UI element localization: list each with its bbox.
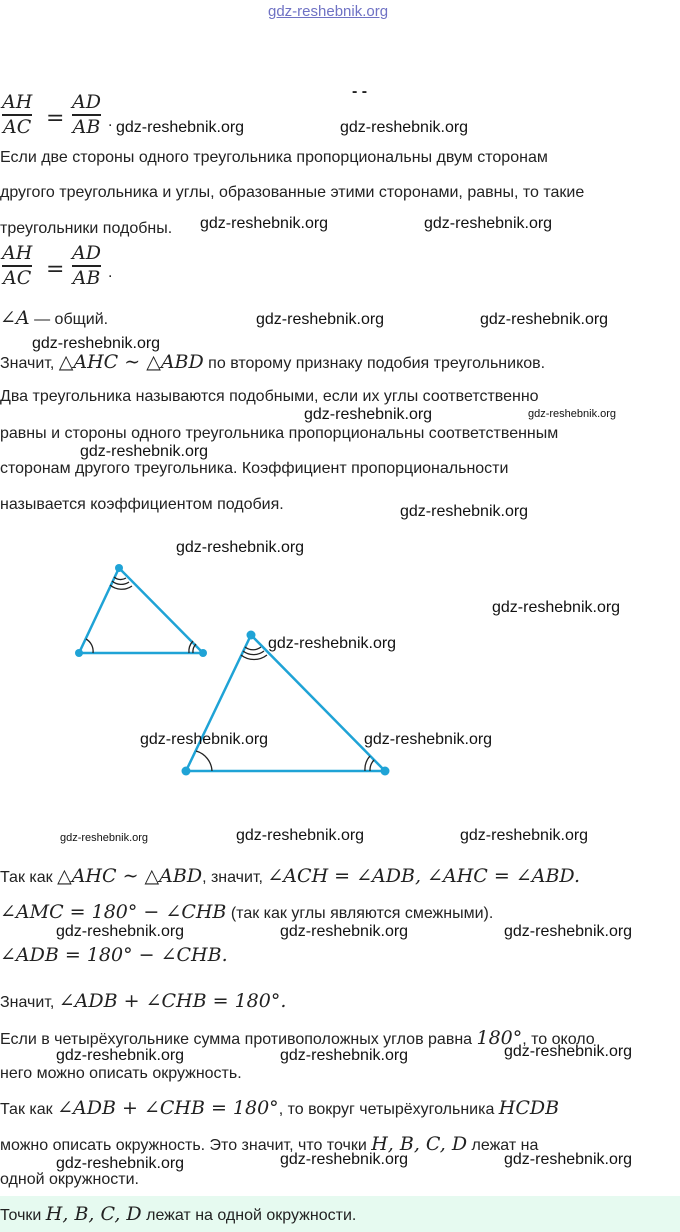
math-expression: ∠A xyxy=(0,307,30,329)
text-fragment: Точки xyxy=(0,1207,46,1224)
text-fragment: Так как xyxy=(0,1101,58,1118)
solution-line-2 xyxy=(0,902,493,924)
answer-box xyxy=(0,1196,680,1232)
paragraph-line: равны и стороны одного треугольника пропорциональны соответственным xyxy=(0,425,559,442)
text-fragment: — общий. xyxy=(29,311,109,328)
text-fragment: можно описать окружность. Это значит, что точки xyxy=(0,1137,372,1154)
text-fragment: Если в четырёхугольнике сумма противоположных углов равна xyxy=(0,1031,477,1048)
math-expression: △AHC ∼ △ABD xyxy=(57,865,203,887)
watermark: gdz-reshebnik.org xyxy=(256,311,385,328)
watermark: gdz-reshebnik.org xyxy=(140,731,269,748)
math-expression: 180° xyxy=(476,1027,523,1049)
watermark: gdz-reshebnik.org xyxy=(280,1151,409,1168)
solution-line-9: одной окружности. xyxy=(0,1171,139,1188)
watermark: gdz-reshebnik.org xyxy=(56,923,185,940)
text-fragment: (так как углы являются смежными). xyxy=(226,905,494,922)
watermark: gdz-reshebnik.org xyxy=(116,119,245,136)
math-expression: H, B, C, D xyxy=(45,1203,142,1225)
similar-triangles-figure xyxy=(0,520,680,820)
equals-sign: = xyxy=(46,106,65,131)
watermark-top[interactable]: gdz-reshebnik.org xyxy=(268,3,389,20)
text-fragment: лежат на одной окружности. xyxy=(141,1207,357,1224)
watermark: gdz-reshebnik.org xyxy=(304,406,433,423)
fraction-denominator: AC xyxy=(3,115,32,138)
watermark: gdz-reshebnik.org xyxy=(60,832,149,844)
text-fragment: , значит, xyxy=(202,869,268,886)
solution-line-6: него можно описать окружность. xyxy=(0,1065,242,1082)
equals-sign: = xyxy=(46,257,65,282)
watermark: gdz-reshebnik.org xyxy=(480,311,609,328)
fraction-numerator: AH xyxy=(2,91,33,113)
angle-a-common xyxy=(0,308,108,330)
paragraph-line: треугольники подобны. xyxy=(0,220,173,237)
large-triangle xyxy=(186,635,385,771)
watermark: gdz-reshebnik.org xyxy=(504,1043,633,1060)
text-fragment: Значит, xyxy=(0,994,59,1011)
fraction-denominator: AB xyxy=(72,266,101,289)
watermark: gdz-reshebnik.org xyxy=(528,408,617,420)
fraction-numerator: AH xyxy=(2,242,33,264)
watermark: gdz-reshebnik.org xyxy=(56,1047,185,1064)
paragraph-line: сторонам другого треугольника. Коэффициент пропорциональности xyxy=(0,460,509,477)
watermark: gdz-reshebnik.org xyxy=(460,827,589,844)
watermark: gdz-reshebnik.org xyxy=(80,443,209,460)
math-expression: ∠ADB = 180° − ∠CHB. xyxy=(0,944,228,966)
watermark: gdz-reshebnik.org xyxy=(280,923,409,940)
math-expression: ∠ACH = ∠ADB, ∠AHC = ∠ABD. xyxy=(267,865,580,887)
watermark: gdz-reshebnik.org xyxy=(32,335,161,352)
paragraph-line: называется коэффициентом подобия. xyxy=(0,496,284,513)
fraction-ah-ac xyxy=(2,243,32,289)
watermark: gdz-reshebnik.org xyxy=(492,599,621,616)
solution-line-3 xyxy=(0,945,228,967)
watermark: gdz-reshebnik.org xyxy=(340,119,469,136)
fraction-dot: . xyxy=(108,113,113,130)
math-expression: ∠AMC = 180° − ∠CHB xyxy=(0,901,227,923)
watermark: gdz-reshebnik.org xyxy=(504,1151,633,1168)
solution-line-7 xyxy=(0,1098,559,1120)
math-expression: ∠ADB + ∠CHB = 180°. xyxy=(58,990,287,1012)
text-fragment: по второму признаку подобия треугольников. xyxy=(203,355,546,372)
small-triangle xyxy=(79,568,203,653)
large-triangle-angle-marks xyxy=(196,647,374,771)
text-fragment: , то около xyxy=(522,1031,595,1048)
watermark: gdz-reshebnik.org xyxy=(424,215,553,232)
watermark: gdz-reshebnik.org xyxy=(56,1155,185,1172)
fraction-ah-ac xyxy=(2,92,32,138)
fraction-dot: . xyxy=(108,264,113,281)
math-expression: H, B, C, D xyxy=(371,1133,468,1155)
text-fragment: Значит, xyxy=(0,355,59,372)
fraction-ad-ab xyxy=(72,92,101,138)
math-expression: ∠ADB + ∠CHB = 180° xyxy=(57,1097,279,1119)
watermark: gdz-reshebnik.org xyxy=(268,635,397,652)
fraction-numerator: AD xyxy=(72,91,101,113)
text-fragment: , то вокруг четырёхугольника xyxy=(278,1101,499,1118)
watermark: gdz-reshebnik.org xyxy=(364,731,493,748)
answer-text xyxy=(0,1204,356,1226)
watermark: gdz-reshebnik.org xyxy=(280,1047,409,1064)
watermark: gdz-reshebnik.org xyxy=(236,827,365,844)
math-expression: HCDB xyxy=(498,1097,560,1119)
small-triangle-angle-marks xyxy=(86,577,196,653)
top-dash: - - xyxy=(352,83,368,100)
paragraph-line: другого треугольника и углы, образованные этими сторонами, равны, то такие xyxy=(0,184,585,201)
text-fragment: Так как xyxy=(0,869,58,886)
fraction-numerator: AD xyxy=(72,242,101,264)
paragraph-line: Если две стороны одного треугольника пропорциональны двум сторонам xyxy=(0,149,548,166)
watermark: gdz-reshebnik.org xyxy=(200,215,329,232)
similarity-conclusion xyxy=(0,352,545,374)
paragraph-line: Два треугольника называются подобными, если их углы соответственно xyxy=(0,388,539,405)
fraction-denominator: AC xyxy=(3,266,32,289)
watermark: gdz-reshebnik.org xyxy=(176,539,305,556)
fraction-denominator: AB xyxy=(72,115,101,138)
fraction-ad-ab xyxy=(72,243,101,289)
text-fragment: лежат на xyxy=(467,1137,539,1154)
small-triangle-vertices xyxy=(75,564,207,657)
math-expression: △AHC ∼ △ABD xyxy=(58,351,204,373)
watermark: gdz-reshebnik.org xyxy=(400,503,529,520)
solution-line-8 xyxy=(0,1134,538,1156)
solution-line-1 xyxy=(0,866,580,888)
watermark: gdz-reshebnik.org xyxy=(504,923,633,940)
solution-line-4 xyxy=(0,991,286,1013)
